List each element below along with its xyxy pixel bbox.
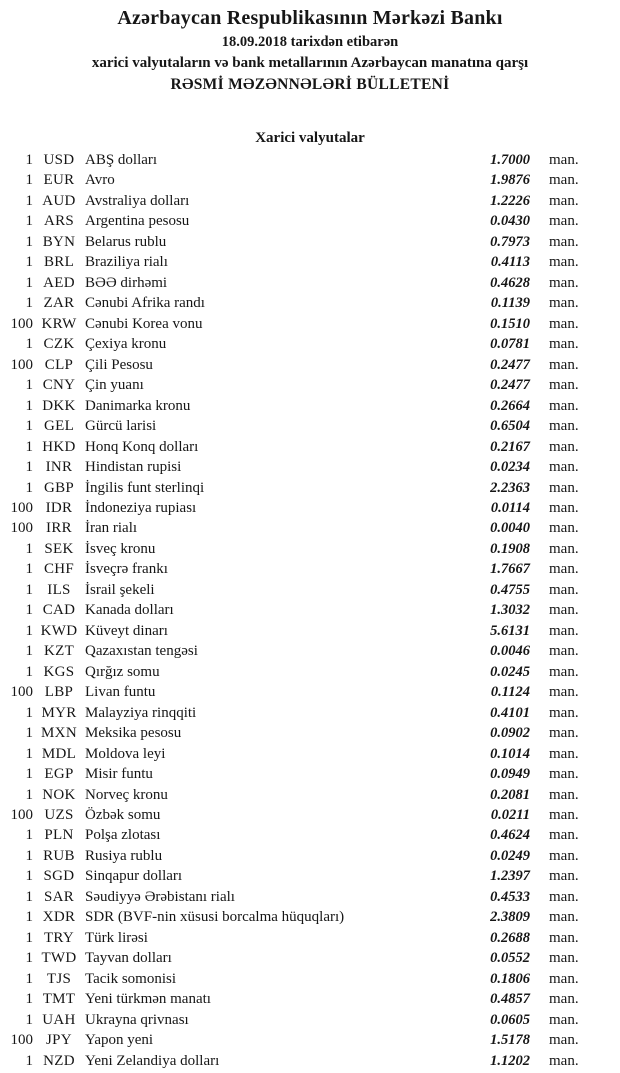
row-currency-code: CAD: [42, 602, 76, 619]
row-rate: 0.0552: [490, 950, 530, 967]
row-unit: man.: [549, 1052, 579, 1069]
row-unit: man.: [549, 459, 579, 476]
row-currency-code: ILS: [47, 581, 71, 598]
table-row: [0, 170, 592, 190]
row-quantity: 1: [25, 459, 33, 476]
row-currency-name: Avstraliya dolları: [85, 192, 190, 209]
row-currency-name: Səudiyyə Ərəbistanı rialı: [85, 888, 235, 905]
row-currency-name: Çin yuanı: [85, 377, 144, 394]
table-row: [0, 907, 592, 927]
row-quantity: 1: [25, 336, 33, 353]
row-rate: 1.3032: [490, 602, 530, 619]
row-currency-name: Norveç kronu: [85, 786, 168, 803]
row-currency-code: MDL: [41, 745, 77, 762]
row-currency-code: MYR: [41, 704, 77, 721]
table-row: [0, 682, 592, 702]
row-quantity: 1: [25, 397, 33, 414]
row-currency-name: İsveç kronu: [85, 540, 156, 557]
row-currency-code: AUD: [42, 192, 76, 209]
row-currency-name: Qazaxıstan tengəsi: [85, 643, 198, 660]
row-currency-code: GBP: [43, 479, 75, 496]
row-unit: man.: [549, 745, 579, 762]
table-row: [0, 498, 592, 518]
row-quantity: 1: [25, 192, 33, 209]
row-unit: man.: [549, 766, 579, 783]
table-row: [0, 416, 592, 436]
table-row: [0, 1051, 592, 1071]
row-unit: man.: [549, 274, 579, 291]
row-quantity: 1: [25, 172, 33, 189]
row-currency-code: EGP: [44, 766, 74, 783]
row-quantity: 1: [25, 868, 33, 885]
row-quantity: 100: [10, 356, 33, 373]
row-rate: 0.0430: [490, 213, 530, 230]
row-currency-name: Polşa zlotası: [85, 827, 161, 844]
row-quantity: 100: [10, 315, 33, 332]
row-currency-code: PLN: [44, 827, 74, 844]
row-currency-name: Meksika pesosu: [85, 725, 182, 742]
row-currency-code: CZK: [43, 336, 75, 353]
row-quantity: 1: [25, 295, 33, 312]
row-quantity: 100: [10, 1032, 33, 1049]
row-currency-code: MXN: [41, 725, 77, 742]
row-rate: 0.2167: [490, 438, 530, 455]
row-currency-name: Yeni Zelandiya dolları: [85, 1052, 220, 1069]
row-currency-name: Türk lirəsi: [85, 929, 148, 946]
row-currency-name: Honq Konq dolları: [85, 438, 199, 455]
table-row: [0, 785, 592, 805]
row-rate: 0.0949: [490, 766, 530, 783]
row-rate: 0.0249: [490, 847, 530, 864]
row-unit: man.: [549, 377, 579, 394]
table-row: [0, 580, 592, 600]
row-currency-name: İsveçrə frankı: [85, 561, 168, 578]
row-unit: man.: [549, 192, 579, 209]
row-quantity: 1: [25, 929, 33, 946]
document-header: [0, 0, 620, 96]
table-row: [0, 396, 592, 416]
document-subtitle: xarici valyutaların və bank metallarının Azərbaycan manatına qarşı: [91, 55, 529, 71]
row-rate: 0.2477: [490, 377, 530, 394]
row-currency-code: GEL: [43, 418, 75, 435]
row-currency-code: BYN: [42, 233, 76, 250]
table-row: [0, 723, 592, 743]
row-unit: man.: [549, 888, 579, 905]
row-currency-code: RUB: [43, 847, 75, 864]
row-currency-code: INR: [45, 459, 73, 476]
row-currency-code: KRW: [41, 315, 77, 332]
row-currency-code: XDR: [42, 909, 76, 926]
table-row: [0, 375, 592, 395]
row-quantity: 1: [25, 233, 33, 250]
row-unit: man.: [549, 868, 579, 885]
row-rate: 0.4101: [490, 704, 530, 721]
row-unit: man.: [549, 397, 579, 414]
row-quantity: 1: [25, 622, 33, 639]
row-currency-name: Moldova leyi: [85, 745, 166, 762]
row-quantity: 1: [25, 786, 33, 803]
table-row: [0, 989, 592, 1009]
row-unit: man.: [549, 827, 579, 844]
row-currency-code: EUR: [43, 172, 75, 189]
row-quantity: 1: [25, 725, 33, 742]
table-row: [0, 150, 592, 170]
row-unit: man.: [549, 356, 579, 373]
row-rate: 1.7667: [490, 561, 530, 578]
row-currency-code: NZD: [43, 1052, 75, 1069]
row-rate: 1.9876: [490, 172, 530, 189]
table-row: [0, 355, 592, 375]
row-currency-name: BƏƏ dirhəmi: [85, 274, 168, 291]
row-currency-name: SDR (BVF-nin xüsusi borcalma hüquqları): [85, 909, 345, 926]
row-currency-code: USD: [43, 152, 75, 168]
row-rate: 5.6131: [490, 622, 530, 639]
row-currency-code: UZS: [44, 807, 74, 823]
row-rate: 0.1510: [490, 315, 530, 332]
row-quantity: 100: [10, 499, 33, 516]
row-quantity: 1: [25, 970, 33, 987]
table-row: [0, 314, 592, 334]
row-currency-code: TWD: [41, 950, 77, 967]
row-rate: 0.0781: [490, 336, 530, 353]
row-currency-name: Rusiya rublu: [85, 847, 163, 864]
row-unit: man.: [549, 254, 579, 271]
row-unit: man.: [549, 295, 579, 312]
row-rate: 0.1014: [490, 745, 530, 762]
table-row: [0, 293, 592, 313]
row-currency-code: KGS: [43, 663, 75, 680]
row-rate: 0.0245: [490, 663, 530, 680]
row-currency-name: İsrail şekeli: [85, 581, 155, 598]
effective-date-line: 18.09.2018 tarixdən etibarən: [221, 34, 399, 50]
row-quantity: 1: [25, 602, 33, 619]
row-currency-code: SEK: [44, 540, 74, 557]
row-currency-name: Yeni türkmən manatı: [85, 991, 211, 1008]
row-quantity: 1: [25, 745, 33, 762]
table-row: [0, 478, 592, 498]
row-rate: 0.1908: [490, 540, 530, 557]
row-currency-name: Yapon yeni: [85, 1032, 154, 1049]
row-rate: 0.0605: [490, 1011, 530, 1028]
table-row: [0, 928, 592, 948]
row-currency-name: Argentina pesosu: [85, 213, 190, 230]
row-currency-name: Tayvan dolları: [85, 950, 172, 967]
row-unit: man.: [549, 950, 579, 967]
row-unit: man.: [549, 991, 579, 1008]
row-rate: 1.2226: [490, 192, 530, 209]
row-quantity: 1: [25, 766, 33, 783]
table-row: [0, 334, 592, 354]
row-quantity: 1: [25, 540, 33, 557]
row-currency-name: Cənubi Afrika randı: [85, 295, 205, 312]
row-unit: man.: [549, 704, 579, 721]
table-row: [0, 539, 592, 559]
row-currency-code: UAH: [42, 1011, 76, 1028]
row-quantity: 1: [25, 418, 33, 435]
row-unit: man.: [549, 438, 579, 455]
table-row: [0, 764, 592, 784]
row-rate: 0.0211: [490, 807, 530, 823]
row-currency-code: KWD: [40, 622, 78, 639]
table-row: [0, 825, 592, 845]
row-rate: 0.7973: [490, 233, 530, 250]
row-unit: man.: [549, 1011, 579, 1028]
table-row: [0, 703, 592, 723]
row-quantity: 1: [25, 377, 33, 394]
row-currency-code: BRL: [43, 254, 75, 271]
row-currency-code: DKK: [42, 397, 76, 414]
row-currency-code: IDR: [45, 499, 73, 516]
row-quantity: 1: [25, 1052, 33, 1069]
row-currency-code: TJS: [46, 970, 72, 987]
row-unit: man.: [549, 540, 579, 557]
table-row: [0, 191, 592, 211]
row-quantity: 1: [25, 950, 33, 967]
row-rate: 0.4857: [490, 991, 530, 1008]
row-unit: man.: [549, 970, 579, 987]
row-quantity: 100: [10, 520, 33, 537]
row-quantity: 100: [10, 807, 33, 823]
row-unit: man.: [549, 315, 579, 332]
row-currency-name: Braziliya rialı: [85, 254, 168, 271]
rates-table: [0, 150, 620, 1071]
row-unit: man.: [549, 213, 579, 230]
table-row: [0, 1030, 592, 1050]
row-currency-name: Malayziya rinqqiti: [85, 704, 197, 721]
row-unit: man.: [549, 336, 579, 353]
row-quantity: 1: [25, 704, 33, 721]
row-rate: 0.2477: [490, 356, 530, 373]
row-currency-code: KZT: [43, 643, 75, 660]
row-quantity: 1: [25, 888, 33, 905]
row-currency-code: JPY: [46, 1032, 72, 1049]
row-currency-code: TRY: [43, 929, 75, 946]
row-currency-name: Belarus rublu: [85, 233, 167, 250]
row-currency-name: Ukrayna qrivnası: [85, 1011, 189, 1028]
row-currency-code: CHF: [43, 561, 75, 578]
row-currency-name: Livan funtu: [85, 684, 156, 701]
row-rate: 2.3809: [490, 909, 530, 926]
row-rate: 1.1202: [490, 1052, 530, 1069]
row-rate: 0.2081: [490, 786, 530, 803]
row-currency-name: Küveyt dinarı: [85, 622, 168, 639]
row-currency-code: TMT: [42, 991, 76, 1008]
row-rate: 0.0234: [490, 459, 530, 476]
row-unit: man.: [549, 909, 579, 926]
row-quantity: 1: [25, 909, 33, 926]
row-currency-name: Tacik somonisi: [85, 970, 177, 987]
row-currency-code: CNY: [42, 377, 76, 394]
table-row: [0, 969, 592, 989]
table-row: [0, 232, 592, 252]
row-currency-name: İran rialı: [85, 520, 138, 537]
table-row: [0, 805, 592, 825]
row-unit: man.: [549, 602, 579, 619]
row-currency-code: IRR: [46, 520, 72, 537]
row-rate: 1.2397: [490, 868, 530, 885]
row-currency-name: Hindistan rupisi: [85, 459, 182, 476]
row-unit: man.: [549, 418, 579, 435]
row-unit: man.: [549, 172, 579, 189]
table-row: [0, 621, 592, 641]
table-row: [0, 866, 592, 886]
table-row: [0, 211, 592, 231]
table-row: [0, 273, 592, 293]
table-row: [0, 252, 592, 272]
row-quantity: 1: [25, 438, 33, 455]
row-quantity: 1: [25, 847, 33, 864]
row-currency-code: ZAR: [43, 295, 75, 312]
row-currency-name: Cənubi Korea vonu: [85, 315, 203, 332]
row-unit: man.: [549, 807, 579, 823]
row-currency-name: Danimarka kronu: [85, 397, 191, 414]
table-row: [0, 744, 592, 764]
row-currency-name: Çili Pesosu: [85, 356, 153, 373]
row-quantity: 1: [25, 274, 33, 291]
row-quantity: 100: [10, 684, 33, 701]
row-unit: man.: [549, 929, 579, 946]
row-quantity: 1: [25, 581, 33, 598]
row-currency-name: Çexiya kronu: [85, 336, 167, 353]
row-currency-code: SGD: [43, 868, 75, 885]
row-unit: man.: [549, 581, 579, 598]
row-quantity: 1: [25, 152, 33, 168]
table-row: [0, 600, 592, 620]
row-currency-name: Misir funtu: [85, 766, 153, 783]
row-unit: man.: [549, 847, 579, 864]
row-rate: 1.7000: [490, 152, 530, 168]
row-rate: 0.4755: [490, 581, 530, 598]
row-currency-code: LBP: [44, 684, 74, 701]
row-rate: 0.2664: [490, 397, 530, 414]
row-currency-name: Qırğız somu: [85, 663, 160, 680]
row-rate: 0.4628: [490, 274, 530, 291]
row-currency-name: Gürcü larisi: [85, 418, 157, 435]
row-quantity: 1: [25, 663, 33, 680]
row-currency-name: Kanada dolları: [85, 602, 174, 619]
row-unit: man.: [549, 1032, 579, 1049]
row-unit: man.: [549, 622, 579, 639]
row-quantity: 1: [25, 479, 33, 496]
row-unit: man.: [549, 520, 579, 537]
row-currency-code: NOK: [42, 786, 76, 803]
row-rate: 0.1806: [490, 970, 530, 987]
bulletin-title: RƏSMİ MƏZƏNNƏLƏRİ BÜLLETENİ: [170, 76, 450, 93]
row-unit: man.: [549, 152, 579, 168]
row-currency-name: İndoneziya rupiası: [85, 499, 197, 516]
row-currency-name: Özbək somu: [85, 807, 161, 823]
row-quantity: 1: [25, 991, 33, 1008]
row-unit: man.: [549, 663, 579, 680]
row-currency-code: HKD: [42, 438, 76, 455]
page-title: Azərbaycan Respublikasının Mərkəzi Bankı: [117, 7, 503, 29]
row-unit: man.: [549, 786, 579, 803]
row-quantity: 1: [25, 643, 33, 660]
row-quantity: 1: [25, 213, 33, 230]
row-currency-code: AED: [43, 274, 75, 291]
table-row: [0, 846, 592, 866]
table-row: [0, 641, 592, 661]
table-row: [0, 662, 592, 682]
row-rate: 0.0040: [490, 520, 530, 537]
table-row: [0, 457, 592, 477]
row-currency-code: CLP: [44, 356, 74, 373]
row-currency-name: İngilis funt sterlinqi: [85, 479, 205, 496]
row-rate: 0.0046: [490, 643, 530, 660]
row-rate: 0.4113: [490, 254, 530, 271]
row-currency-code: SAR: [43, 888, 75, 905]
row-currency-code: ARS: [43, 213, 75, 230]
row-quantity: 1: [25, 1011, 33, 1028]
row-unit: man.: [549, 725, 579, 742]
row-unit: man.: [549, 561, 579, 578]
row-rate: 0.6504: [490, 418, 530, 435]
row-quantity: 1: [25, 827, 33, 844]
row-rate: 0.1124: [490, 684, 530, 701]
row-unit: man.: [549, 479, 579, 496]
table-row: [0, 1010, 592, 1030]
row-rate: 0.1139: [490, 295, 530, 312]
row-currency-name: Avro: [85, 172, 115, 189]
row-unit: man.: [549, 499, 579, 516]
row-rate: 0.0114: [490, 499, 530, 516]
table-row: [0, 948, 592, 968]
row-unit: man.: [549, 684, 579, 701]
row-currency-name: ABŞ dolları: [85, 152, 158, 168]
row-quantity: 1: [25, 254, 33, 271]
row-currency-name: Sinqapur dolları: [85, 868, 183, 885]
section-title-foreign-currencies: Xarici valyutalar: [255, 130, 365, 146]
row-quantity: 1: [25, 561, 33, 578]
table-row: [0, 559, 592, 579]
row-rate: 2.2363: [490, 479, 530, 496]
row-rate: 0.4624: [490, 827, 530, 844]
table-row: [0, 437, 592, 457]
row-unit: man.: [549, 233, 579, 250]
row-rate: 1.5178: [490, 1032, 530, 1049]
row-unit: man.: [549, 643, 579, 660]
table-row: [0, 887, 592, 907]
table-row: [0, 518, 592, 538]
row-rate: 0.0902: [490, 725, 530, 742]
row-rate: 0.2688: [490, 929, 530, 946]
row-rate: 0.4533: [490, 888, 530, 905]
